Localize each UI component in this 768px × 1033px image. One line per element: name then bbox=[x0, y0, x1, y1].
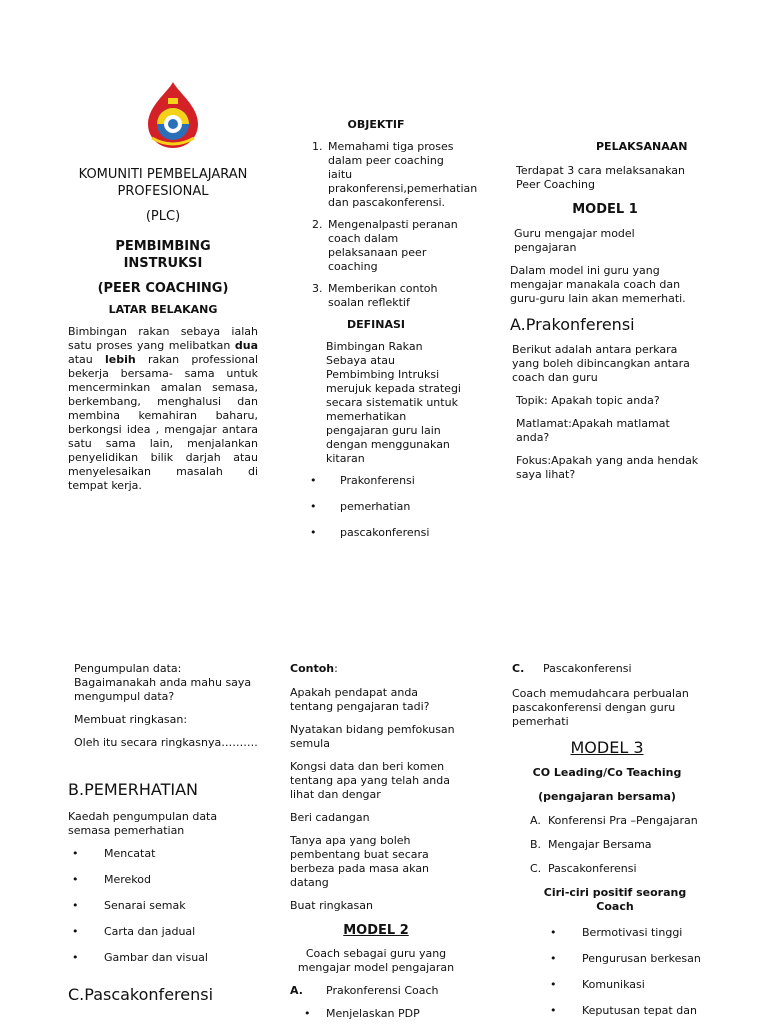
school-logo-icon bbox=[142, 80, 204, 150]
latar-heading: LATAR BELAKANG bbox=[108, 303, 218, 316]
ringkasan-text: Membuat ringkasan: bbox=[74, 713, 188, 726]
c-pasca: C. Pascakonferensi bbox=[512, 662, 632, 675]
contoh-q2: Nyatakan bidang pemfokusan semula bbox=[290, 723, 455, 750]
definasi-heading: DEFINASI bbox=[347, 318, 405, 331]
pengumpulan-text: Pengumpulan data: Bagaimanakah anda mahu saya mengumpul data? bbox=[74, 662, 252, 703]
contoh-q3: Kongsi data dan beri komen tentang apa yang telah anda lihat dan dengar bbox=[290, 760, 450, 801]
contoh-q5: Tanya apa yang boleh pembentang buat secara berbeza pada masa akan datang bbox=[290, 834, 430, 889]
pelaksanaan-text: Terdapat 3 cara melaksanakan Peer Coaching bbox=[516, 164, 685, 191]
ciri-item: • Pengurusan berkesan bbox=[550, 952, 701, 965]
contoh-label: Contoh: bbox=[290, 662, 338, 675]
pasca-heading: C.Pascakonferensi bbox=[68, 985, 214, 1004]
bullet-icon: • bbox=[310, 526, 317, 539]
bullet-icon: • bbox=[72, 847, 79, 860]
column-model3 bbox=[512, 662, 702, 1030]
model1-desc: Dalam model ini guru yang mengajar manakala coach dan guru-guru lain akan memerhati. bbox=[510, 264, 686, 305]
prakonferensi-heading: A.Prakonferensi bbox=[510, 315, 635, 334]
column-contoh bbox=[290, 662, 462, 1033]
ciri-list bbox=[512, 926, 702, 1018]
topik-text: Topik: Apakah topic anda? bbox=[516, 394, 660, 407]
bullet-icon: • bbox=[550, 978, 557, 991]
kaedah-list bbox=[68, 847, 260, 965]
bullet-icon: • bbox=[72, 951, 79, 964]
bullet-icon: • bbox=[550, 1004, 557, 1017]
bullet-icon: • bbox=[550, 926, 557, 939]
contoh-q4: Beri cadangan bbox=[290, 811, 370, 824]
model2-item: • Menjelaskan PDP bbox=[304, 1007, 420, 1020]
kitaran-item: • Prakonferensi bbox=[310, 474, 415, 487]
column-objektif bbox=[290, 118, 478, 552]
latar-text: Bimbingan rakan sebaya ialah satu proses yang melibatkan dua atau lebih rakan professional bekerja bersama- sama untuk mencerminkan amalan semasa, berkembang, menghalusi dan membina kemahiran baharu, berkongsi idea , mengajar antara satu sama lain, menjalankan penyelidikan bilik darjah atau menyelesaikan masalah di tempat kerja. bbox=[68, 325, 259, 492]
column-intro bbox=[68, 166, 258, 493]
objektif-list bbox=[290, 140, 478, 310]
kaedah-item: • Merekod bbox=[72, 873, 151, 886]
abc-item: A. Konferensi Pra –Pengajaran bbox=[530, 814, 698, 827]
bullet-icon: • bbox=[304, 1007, 311, 1020]
co-heading: CO Leading/Co Teaching bbox=[532, 766, 682, 779]
bullet-icon: • bbox=[550, 952, 557, 965]
kaedah-item: • Gambar dan visual bbox=[72, 951, 208, 964]
ciri-heading: Ciri-ciri positif seorang Coach bbox=[543, 886, 687, 913]
model2-heading: MODEL 2 bbox=[343, 923, 409, 938]
subtitle-paren: (PEER COACHING) bbox=[97, 281, 229, 296]
title-abbr: (PLC) bbox=[145, 209, 181, 224]
subtitle-line2: INSTRUKSI bbox=[123, 256, 203, 271]
prakonferensi-text: Berikut adalah antara perkara yang boleh dibincangkan antara coach dan guru bbox=[512, 343, 690, 384]
c-desc: Coach memudahcara perbualan pascakonferensi dengan guru pemerhati bbox=[512, 687, 689, 728]
contoh-q1: Apakah pendapat anda tentang pengajaran tadi? bbox=[290, 686, 430, 713]
model3-heading: MODEL 3 bbox=[570, 738, 644, 757]
title-line2: PROFESIONAL bbox=[117, 184, 209, 199]
column-pelaksanaan bbox=[510, 140, 700, 491]
model2-a: A. Prakonferensi Coach bbox=[290, 984, 439, 997]
objektif-heading: OBJEKTIF bbox=[347, 118, 405, 131]
kaedah-item: • Senarai semak bbox=[72, 899, 186, 912]
bullet-icon: • bbox=[310, 474, 317, 487]
model2-list bbox=[300, 1007, 462, 1021]
ciri-item: • Keputusan tepat dan bbox=[550, 1004, 697, 1017]
definasi-text: Bimbingan Rakan Sebaya atau Pembimbing Intruksi merujuk kepada strategi secara sistematik untuk memerhatikan pengajaran guru lain dengan menggunakan kitaran bbox=[326, 340, 461, 465]
subtitle-line1: PEMBIMBING bbox=[115, 239, 211, 254]
column-pemerhatian bbox=[68, 662, 260, 1005]
objektif-item-3: 3. Memberikan contoh soalan reflektif bbox=[326, 282, 462, 310]
abc-item: C. Pascakonferensi bbox=[530, 862, 637, 875]
bullet-icon: • bbox=[72, 925, 79, 938]
kitaran-item: • pascakonferensi bbox=[310, 526, 430, 539]
bullet-icon: • bbox=[310, 500, 317, 513]
co-sub: (pengajaran bersama) bbox=[538, 790, 676, 803]
oleh-text: Oleh itu secara ringkasnya………. bbox=[74, 736, 258, 749]
abc-list bbox=[512, 814, 702, 876]
fokus-text: Fokus:Apakah yang anda hendak saya lihat? bbox=[516, 454, 699, 481]
pemerhatian-heading: B.PEMERHATIAN bbox=[68, 780, 198, 799]
bullet-icon: • bbox=[72, 899, 79, 912]
objektif-item-1: 1. Memahami tiga proses dalam peer coaching iaitu prakonferensi,pemerhatian dan pascakonferensi. bbox=[326, 140, 462, 210]
kitaran-list bbox=[290, 474, 462, 540]
model1-heading: MODEL 1 bbox=[572, 202, 638, 217]
ciri-item: • Bermotivasi tinggi bbox=[550, 926, 683, 939]
model1-sub: Guru mengajar model pengajaran bbox=[514, 227, 635, 254]
matlamat-text: Matlamat:Apakah matlamat anda? bbox=[516, 417, 670, 444]
pelaksanaan-heading: PELAKSANAAN bbox=[596, 140, 688, 153]
ciri-item: • Komunikasi bbox=[550, 978, 645, 991]
kaedah-item: • Mencatat bbox=[72, 847, 156, 860]
abc-item: B. Mengajar Bersama bbox=[530, 838, 652, 851]
kaedah-item: • Carta dan jadual bbox=[72, 925, 196, 938]
kaedah-text: Kaedah pengumpulan data semasa pemerhatian bbox=[68, 810, 218, 837]
objektif-item-2: 2. Mengenalpasti peranan coach dalam pelaksanaan peer coaching bbox=[326, 218, 462, 274]
bullet-icon: • bbox=[72, 873, 79, 886]
contoh-q6: Buat ringkasan bbox=[290, 899, 373, 912]
kitaran-item: • pemerhatian bbox=[310, 500, 411, 513]
title-line1: KOMUNITI PEMBELAJARAN bbox=[78, 167, 248, 182]
model2-desc: Coach sebagai guru yang mengajar model pengajaran bbox=[297, 947, 455, 974]
